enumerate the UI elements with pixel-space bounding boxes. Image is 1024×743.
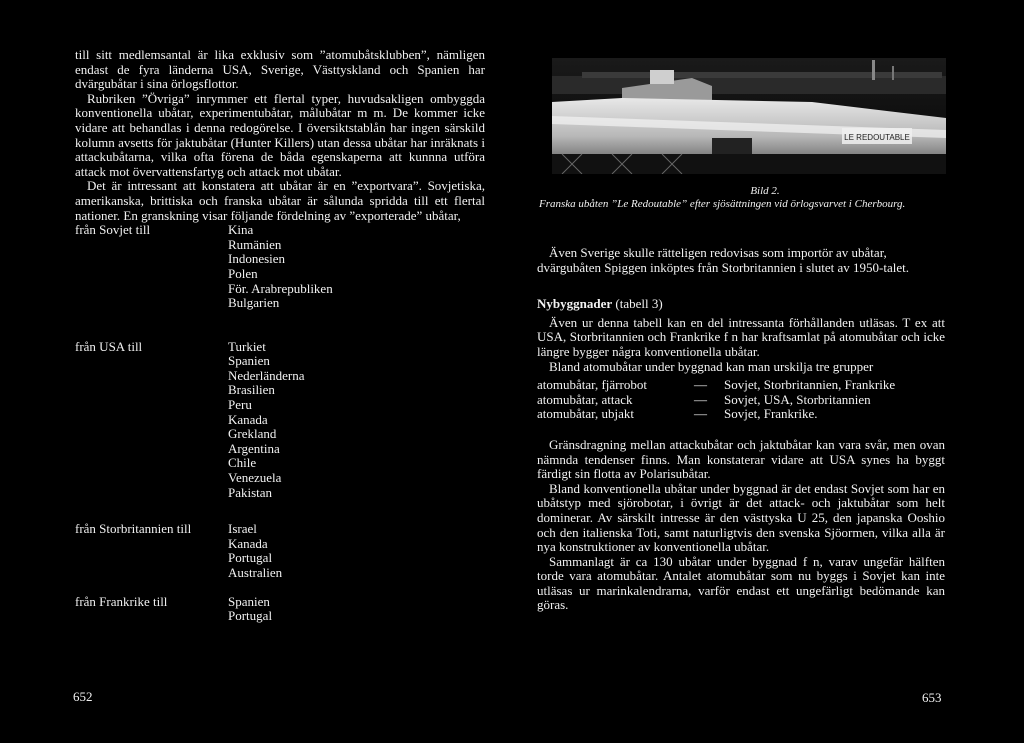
country: Polen — [228, 265, 258, 281]
heading-note: (tabell 3) — [615, 296, 663, 312]
country: Portugal — [228, 608, 273, 624]
heading-nybyggnader: Nybyggnader — [537, 296, 613, 312]
paragraph-ovriga: Rubriken ”Övriga” inrymmer ett flertal typer, huvudsakligen ombyggda konventionella ubåtar, experimentubåtar, målubåtar m m. De kommer icke vidare att behandlas i denna redogörelse. I översiktstablån har ingen särskild kolumn avsetts för jaktubåtar (Hunter Killers) utan dessa ubåtar har inräknats i attackubåtarna, vilka ofta förena de båda egenskaperna att kunnna utföra attack mot övervattensfartyg och attack mot ubåtar. — [75, 90, 485, 179]
paragraph-konventionella: Bland konventionella ubåtar under byggnad är det endast Sovjet som har en ubåtstyp med sjörobotar, i övrigt är det attack- och jaktubåtar som helt dominerar. Av särskilt intresse är den västtyska U 25, den japanska Ooshio och den italienska Toti, samt naturligtvis den svenska Sjöormen, vilka alla är nya konstruktioner av konventionella ubåtar. — [537, 480, 945, 555]
paragraph-export: Det är intressant att konstatera att ubåtar är en ”exportvara”. Sovjetiska, amerikanska, brittiska och franska ubåtar är sålunda spridda till ett flertal nationer. En granskning visar följande fördelning av ”exporterade” ubåtar, — [75, 178, 485, 223]
paragraph-tabell: Även ur denna tabell kan en del intressanta förhållanden utläsas. T ex att USA, Storbritannien och Frankrike f n har kraftsamlat på atomubåtar och icke längre bygger några konventionella ubåtar. — [537, 314, 945, 359]
figure-caption — [537, 185, 957, 211]
country: Kanada — [228, 535, 268, 551]
export-from: från Sovjet till — [75, 222, 151, 238]
country: Kina — [228, 222, 254, 238]
country: Rumänien — [228, 236, 282, 252]
submarine-photo — [552, 58, 946, 174]
country: Grekland — [228, 426, 277, 442]
country: Turkiet — [228, 338, 266, 354]
type-countries: Sovjet, Storbritannien, Frankrike — [724, 377, 896, 393]
country: Peru — [228, 397, 252, 413]
type-dash: — — [694, 391, 707, 407]
export-country-list — [228, 340, 305, 501]
export-from: från Frankrike till — [75, 593, 168, 609]
export-group-storbritannien — [75, 522, 485, 580]
caption-text: Franska ubåten ”Le Redoutable” efter sjösättningen vid örlogsvarvet i Cherbourg. — [539, 198, 906, 210]
type-countries: Sovjet, USA, Storbritannien — [724, 391, 871, 407]
page-number-right: 653 — [922, 690, 942, 705]
country: Chile — [228, 455, 257, 471]
country: Israel — [228, 521, 257, 537]
export-country-list — [228, 223, 333, 311]
type-label: atomubåtar, ubjakt — [537, 406, 634, 422]
type-label: atomubåtar, fjärrobot — [537, 377, 647, 393]
paragraph-import: Även Sverige skulle rätteligen redovisas som importör av ubåtar, dvärgubåten Spiggen inköptes från Storbritannien i slutet av 1950-talet. — [537, 245, 909, 275]
submarine-photo-image — [552, 58, 946, 174]
country: Nederländerna — [228, 367, 305, 383]
paragraph-sammanlagt: Sammanlagt är ca 130 ubåtar under byggnad f n, varav ungefär hälften torde vara atomubåtar. Antalet atomubåtar som nu byggs i Sovjet kan inte utläsas ur marinkalendrarna, varför endast ett ungefärligt bedömande kan göras. — [537, 553, 945, 613]
country: Pakistan — [228, 484, 273, 500]
country: Australien — [228, 565, 283, 580]
country: För. Arabrepubliken — [228, 280, 333, 296]
paragraph-grupper: Bland atomubåtar under byggnad kan man urskilja tre grupper — [549, 358, 874, 374]
country: Spanien — [228, 593, 270, 609]
type-dash: — — [694, 377, 707, 393]
type-label: atomubåtar, attack — [537, 391, 633, 407]
country: Brasilien — [228, 382, 275, 398]
country: Venezuela — [228, 470, 282, 486]
export-country-list — [228, 595, 272, 624]
photo-hull-name: LE REDOUTABLE — [844, 133, 910, 142]
country: Argentina — [228, 440, 280, 456]
export-group-frankrike — [75, 595, 485, 624]
left-page — [75, 48, 485, 624]
type-dash: — — [694, 406, 707, 422]
submarine-type-table — [537, 378, 945, 422]
caption-label: Bild 2. — [750, 185, 780, 197]
export-group-usa — [75, 340, 485, 501]
export-from: från Storbritannien till — [75, 521, 192, 537]
type-countries: Sovjet, Frankrike. — [724, 406, 818, 422]
country: Kanada — [228, 411, 268, 427]
paragraph-gransdragning: Gränsdragning mellan attackubåtar och jaktubåtar kan vara svår, men ovan nämnda tendenser finns. Man konstaterar vidare att USA synes ha byggt färdigt sin flotta av Polarisubåtar. — [537, 436, 945, 482]
page-number-left: 652 — [73, 689, 93, 704]
section-heading — [537, 297, 945, 312]
export-country-list — [228, 522, 282, 580]
country: Bulgarien — [228, 295, 280, 311]
country: Indonesien — [228, 251, 286, 267]
paragraph-intro: till sitt medlemsantal är lika exklusiv som ”atomubåtsklubben”, nämligen endast de fyra länderna USA, Sverige, Västtyskland och Spanien har dvärgubåtar i sina örlogsflottor. — [75, 47, 485, 92]
country: Spanien — [228, 353, 270, 369]
export-from: från USA till — [75, 338, 143, 354]
country: Portugal — [228, 550, 273, 566]
right-page — [537, 246, 945, 613]
export-group-sovjet — [75, 223, 485, 311]
